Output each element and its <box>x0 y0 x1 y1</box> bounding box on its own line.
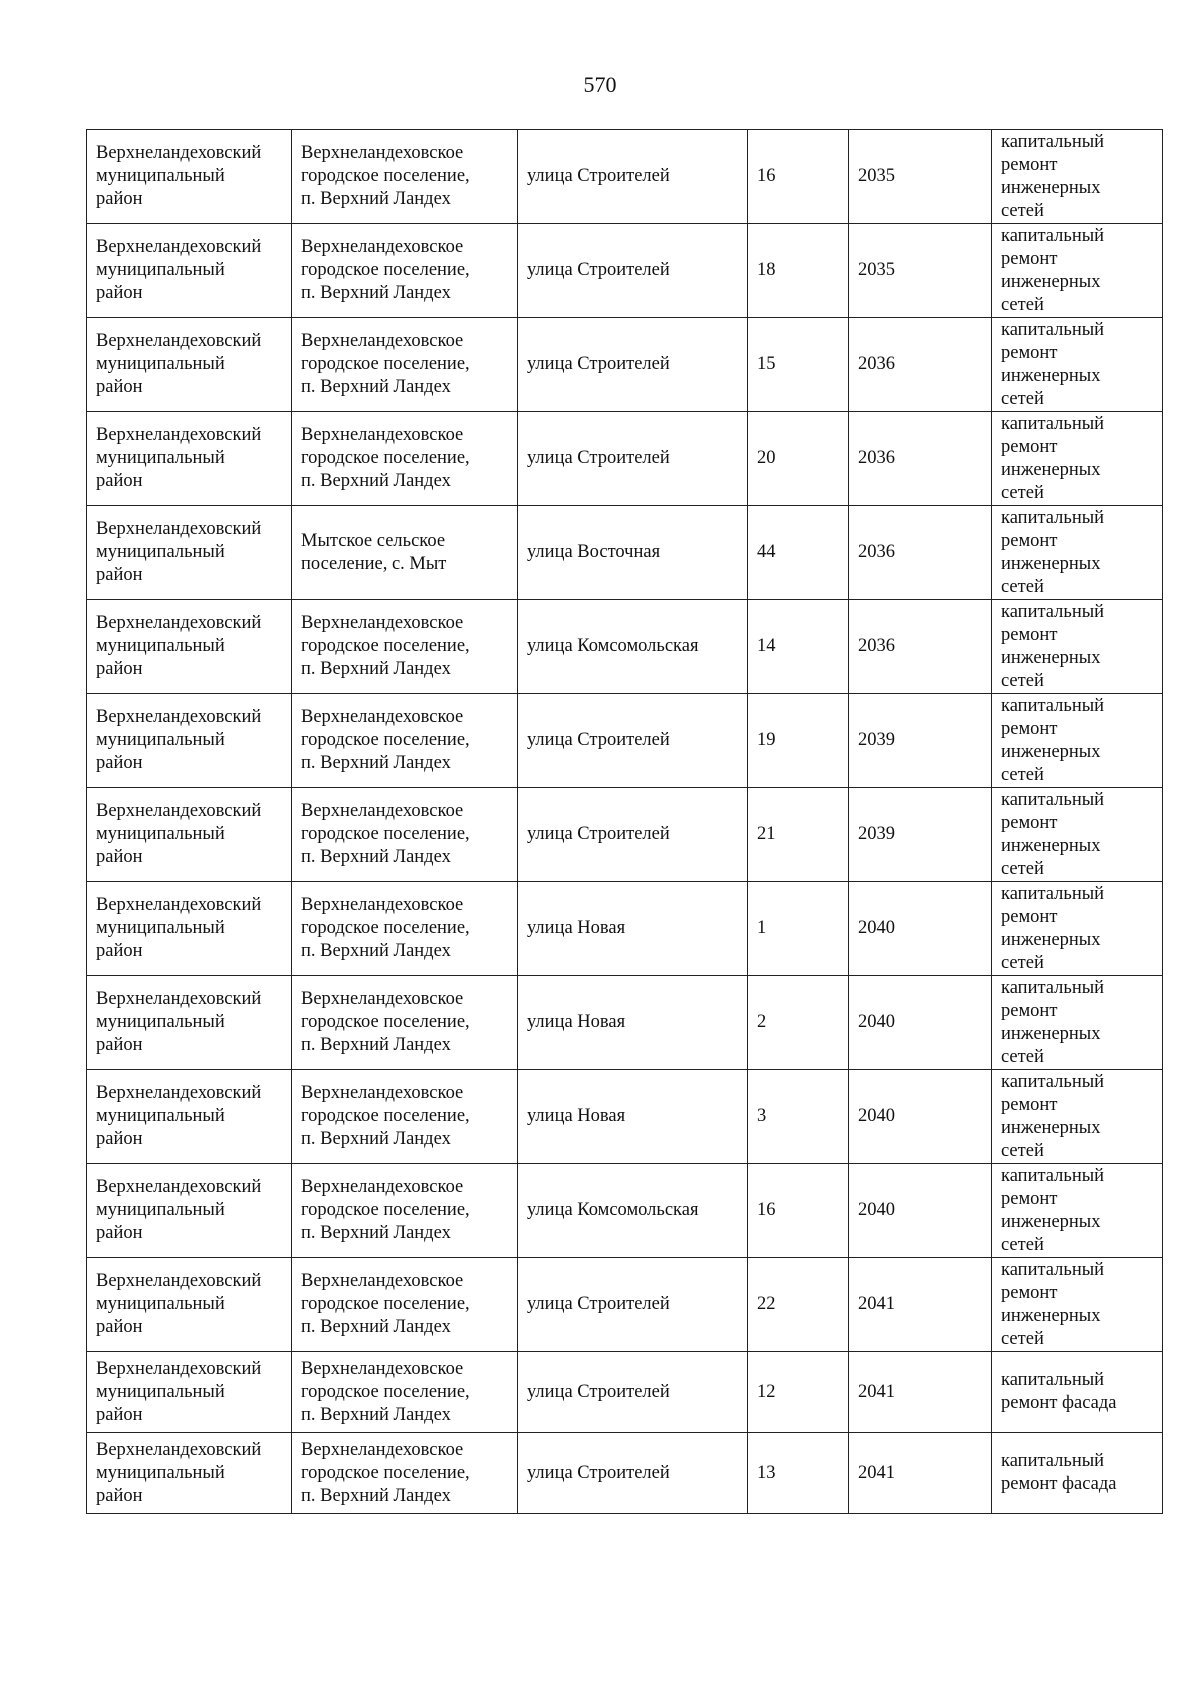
settlement-text: Верхнеландеховское городское поселение, п. Верхний Ландех <box>301 989 470 1055</box>
work-cell <box>992 976 1163 1070</box>
house-number: 3 <box>757 1106 767 1126</box>
work-type-text: капитальный ремонт фасада <box>1001 1370 1117 1413</box>
house-number: 18 <box>757 260 776 280</box>
table-row <box>87 318 1163 412</box>
year-value: 2036 <box>858 636 895 656</box>
settlement-cell <box>292 976 518 1070</box>
house-cell <box>748 882 849 976</box>
street-cell <box>518 506 748 600</box>
district-text: Верхнеландеховский муниципальный район <box>96 613 262 679</box>
work-type-text: капитальный ремонт инженерных сетей <box>1001 1071 1105 1161</box>
house-cell <box>748 224 849 318</box>
street-cell <box>518 600 748 694</box>
year-value: 2040 <box>858 918 895 938</box>
work-type-text: капитальный ремонт инженерных сетей <box>1001 1165 1105 1255</box>
district-cell <box>87 1070 292 1164</box>
work-cell <box>992 1164 1163 1258</box>
settlement-text: Мытское сельское поселение, с. Мыт <box>301 530 447 574</box>
settlement-text: Верхнеландеховское городское поселение, п. Верхний Ландех <box>301 707 470 773</box>
house-number: 14 <box>757 636 776 656</box>
street-text: улица Восточная <box>527 542 661 562</box>
district-text: Верхнеландеховский муниципальный район <box>96 801 262 867</box>
settlement-cell <box>292 882 518 976</box>
street-cell <box>518 1352 748 1433</box>
street-cell <box>518 882 748 976</box>
house-number: 16 <box>757 166 776 186</box>
year-value: 2036 <box>858 448 895 468</box>
settlement-cell <box>292 318 518 412</box>
street-text: улица Строителей <box>527 730 670 750</box>
street-cell <box>518 1070 748 1164</box>
street-text: улица Комсомольская <box>527 1200 699 1220</box>
year-value: 2041 <box>858 1294 895 1314</box>
settlement-cell <box>292 224 518 318</box>
street-cell <box>518 694 748 788</box>
year-value: 2035 <box>858 260 895 280</box>
year-value: 2039 <box>858 730 895 750</box>
street-text: улица Новая <box>527 918 626 938</box>
work-cell <box>992 224 1163 318</box>
year-cell <box>849 788 992 882</box>
house-cell <box>748 1352 849 1433</box>
work-cell <box>992 318 1163 412</box>
house-cell <box>748 412 849 506</box>
settlement-cell <box>292 1433 518 1514</box>
street-text: улица Строителей <box>527 1381 670 1402</box>
work-type-text: капитальный ремонт инженерных сетей <box>1001 883 1105 973</box>
table-row <box>87 224 1163 318</box>
table-row <box>87 600 1163 694</box>
work-cell <box>992 1433 1163 1514</box>
district-cell <box>87 694 292 788</box>
district-cell <box>87 976 292 1070</box>
house-cell <box>748 506 849 600</box>
work-cell <box>992 130 1163 224</box>
table-row <box>87 1352 1163 1433</box>
district-cell <box>87 506 292 600</box>
year-cell <box>849 882 992 976</box>
settlement-cell <box>292 1352 518 1433</box>
district-text: Верхнеландеховский муниципальный район <box>96 1083 262 1149</box>
street-text: улица Комсомольская <box>527 636 699 656</box>
house-number: 1 <box>757 918 767 938</box>
year-cell <box>849 1258 992 1352</box>
settlement-cell <box>292 1164 518 1258</box>
district-cell <box>87 412 292 506</box>
year-value: 2035 <box>858 166 895 186</box>
house-number: 16 <box>757 1200 776 1220</box>
street-cell <box>518 1433 748 1514</box>
district-cell <box>87 130 292 224</box>
work-type-text: капитальный ремонт инженерных сетей <box>1001 507 1105 597</box>
house-cell <box>748 1258 849 1352</box>
street-cell <box>518 224 748 318</box>
table-row <box>87 976 1163 1070</box>
street-cell <box>518 1258 748 1352</box>
district-cell <box>87 224 292 318</box>
work-type-text: капитальный ремонт инженерных сетей <box>1001 319 1105 409</box>
street-cell <box>518 130 748 224</box>
work-type-text: капитальный ремонт инженерных сетей <box>1001 601 1105 691</box>
work-cell <box>992 788 1163 882</box>
year-cell <box>849 1433 992 1514</box>
work-cell <box>992 694 1163 788</box>
work-type-text: капитальный ремонт инженерных сетей <box>1001 695 1105 785</box>
district-text: Верхнеландеховский муниципальный район <box>96 237 262 303</box>
district-cell <box>87 600 292 694</box>
year-value: 2040 <box>858 1012 895 1032</box>
street-text: улица Строителей <box>527 260 670 280</box>
work-type-text: капитальный ремонт фасада <box>1001 1451 1117 1494</box>
table-row <box>87 1258 1163 1352</box>
work-cell <box>992 1352 1163 1433</box>
street-cell <box>518 788 748 882</box>
house-number: 12 <box>757 1381 776 1402</box>
district-text: Верхнеландеховский муниципальный район <box>96 143 262 209</box>
settlement-text: Верхнеландеховское городское поселение, п. Верхний Ландех <box>301 1177 470 1243</box>
settlement-text: Верхнеландеховское городское поселение, п. Верхний Ландех <box>301 1271 470 1337</box>
year-value: 2041 <box>858 1381 895 1402</box>
year-cell <box>849 412 992 506</box>
district-cell <box>87 1258 292 1352</box>
district-text: Верхнеландеховский муниципальный район <box>96 989 262 1055</box>
housing-repair-table <box>86 129 1163 1514</box>
district-text: Верхнеландеховский муниципальный район <box>96 519 262 585</box>
settlement-text: Верхнеландеховское городское поселение, п. Верхний Ландех <box>301 895 470 961</box>
settlement-cell <box>292 506 518 600</box>
house-number: 2 <box>757 1012 767 1032</box>
year-cell <box>849 318 992 412</box>
settlement-cell <box>292 412 518 506</box>
work-type-text: капитальный ремонт инженерных сетей <box>1001 977 1105 1067</box>
street-text: улица Строителей <box>527 824 670 844</box>
work-type-text: капитальный ремонт инженерных сетей <box>1001 789 1105 879</box>
street-text: улица Новая <box>527 1012 626 1032</box>
work-type-text: капитальный ремонт инженерных сетей <box>1001 413 1105 503</box>
table-row <box>87 1433 1163 1514</box>
district-cell <box>87 882 292 976</box>
house-number: 22 <box>757 1294 776 1314</box>
settlement-text: Верхнеландеховское городское поселение, п. Верхний Ландех <box>301 237 470 303</box>
year-value: 2039 <box>858 824 895 844</box>
year-cell <box>849 224 992 318</box>
street-text: улица Строителей <box>527 1294 670 1314</box>
work-type-text: капитальный ремонт инженерных сетей <box>1001 131 1105 221</box>
district-text: Верхнеландеховский муниципальный район <box>96 425 262 491</box>
table-row <box>87 694 1163 788</box>
district-text: Верхнеландеховский муниципальный район <box>96 1439 262 1506</box>
year-cell <box>849 130 992 224</box>
house-cell <box>748 1070 849 1164</box>
settlement-cell <box>292 1070 518 1164</box>
work-cell <box>992 412 1163 506</box>
house-cell <box>748 600 849 694</box>
house-number: 20 <box>757 448 776 468</box>
settlement-cell <box>292 600 518 694</box>
year-value: 2041 <box>858 1462 895 1483</box>
work-type-text: капитальный ремонт инженерных сетей <box>1001 225 1105 315</box>
district-text: Верхнеландеховский муниципальный район <box>96 895 262 961</box>
year-cell <box>849 600 992 694</box>
year-value: 2040 <box>858 1106 895 1126</box>
district-text: Верхнеландеховский муниципальный район <box>96 1177 262 1243</box>
district-cell <box>87 1433 292 1514</box>
settlement-text: Верхнеландеховское городское поселение, п. Верхний Ландех <box>301 801 470 867</box>
settlement-text: Верхнеландеховское городское поселение, п. Верхний Ландех <box>301 613 470 679</box>
house-cell <box>748 976 849 1070</box>
year-cell <box>849 506 992 600</box>
house-cell <box>748 788 849 882</box>
settlement-text: Верхнеландеховское городское поселение, п. Верхний Ландех <box>301 331 470 397</box>
year-cell <box>849 976 992 1070</box>
street-text: улица Строителей <box>527 166 670 186</box>
street-text: улица Строителей <box>527 1462 670 1483</box>
year-cell <box>849 1352 992 1433</box>
street-text: улица Строителей <box>527 448 670 468</box>
year-value: 2040 <box>858 1200 895 1220</box>
table-row <box>87 788 1163 882</box>
district-cell <box>87 1352 292 1433</box>
settlement-text: Верхнеландеховское городское поселение, п. Верхний Ландех <box>301 1439 470 1506</box>
street-cell <box>518 1164 748 1258</box>
house-number: 21 <box>757 824 776 844</box>
year-cell <box>849 1164 992 1258</box>
house-number: 44 <box>757 542 776 562</box>
table-row <box>87 1164 1163 1258</box>
year-value: 2036 <box>858 354 895 374</box>
house-cell <box>748 1433 849 1514</box>
street-cell <box>518 318 748 412</box>
page-number: 570 <box>583 72 617 97</box>
table-row <box>87 130 1163 224</box>
settlement-text: Верхнеландеховское городское поселение, п. Верхний Ландех <box>301 425 470 491</box>
house-number: 15 <box>757 354 776 374</box>
street-cell <box>518 412 748 506</box>
work-cell <box>992 600 1163 694</box>
table-row <box>87 882 1163 976</box>
district-text: Верхнеландеховский муниципальный район <box>96 1358 262 1425</box>
settlement-cell <box>292 130 518 224</box>
work-cell <box>992 882 1163 976</box>
settlement-cell <box>292 694 518 788</box>
settlement-cell <box>292 788 518 882</box>
settlement-text: Верхнеландеховское городское поселение, п. Верхний Ландех <box>301 1358 470 1425</box>
year-cell <box>849 1070 992 1164</box>
district-cell <box>87 318 292 412</box>
table-body <box>87 130 1163 1514</box>
year-cell <box>849 694 992 788</box>
work-type-text: капитальный ремонт инженерных сетей <box>1001 1259 1105 1349</box>
table-row <box>87 506 1163 600</box>
house-cell <box>748 318 849 412</box>
street-text: улица Строителей <box>527 354 670 374</box>
table-row <box>87 412 1163 506</box>
house-number: 19 <box>757 730 776 750</box>
district-text: Верхнеландеховский муниципальный район <box>96 1271 262 1337</box>
year-value: 2036 <box>858 542 895 562</box>
work-cell <box>992 506 1163 600</box>
street-cell <box>518 976 748 1070</box>
district-cell <box>87 1164 292 1258</box>
settlement-cell <box>292 1258 518 1352</box>
district-cell <box>87 788 292 882</box>
house-number: 13 <box>757 1462 776 1483</box>
district-text: Верхнеландеховский муниципальный район <box>96 331 262 397</box>
house-cell <box>748 1164 849 1258</box>
settlement-text: Верхнеландеховское городское поселение, п. Верхний Ландех <box>301 1083 470 1149</box>
settlement-text: Верхнеландеховское городское поселение, п. Верхний Ландех <box>301 143 470 209</box>
street-text: улица Новая <box>527 1106 626 1126</box>
table-row <box>87 1070 1163 1164</box>
work-cell <box>992 1258 1163 1352</box>
house-cell <box>748 130 849 224</box>
house-cell <box>748 694 849 788</box>
district-text: Верхнеландеховский муниципальный район <box>96 707 262 773</box>
work-cell <box>992 1070 1163 1164</box>
